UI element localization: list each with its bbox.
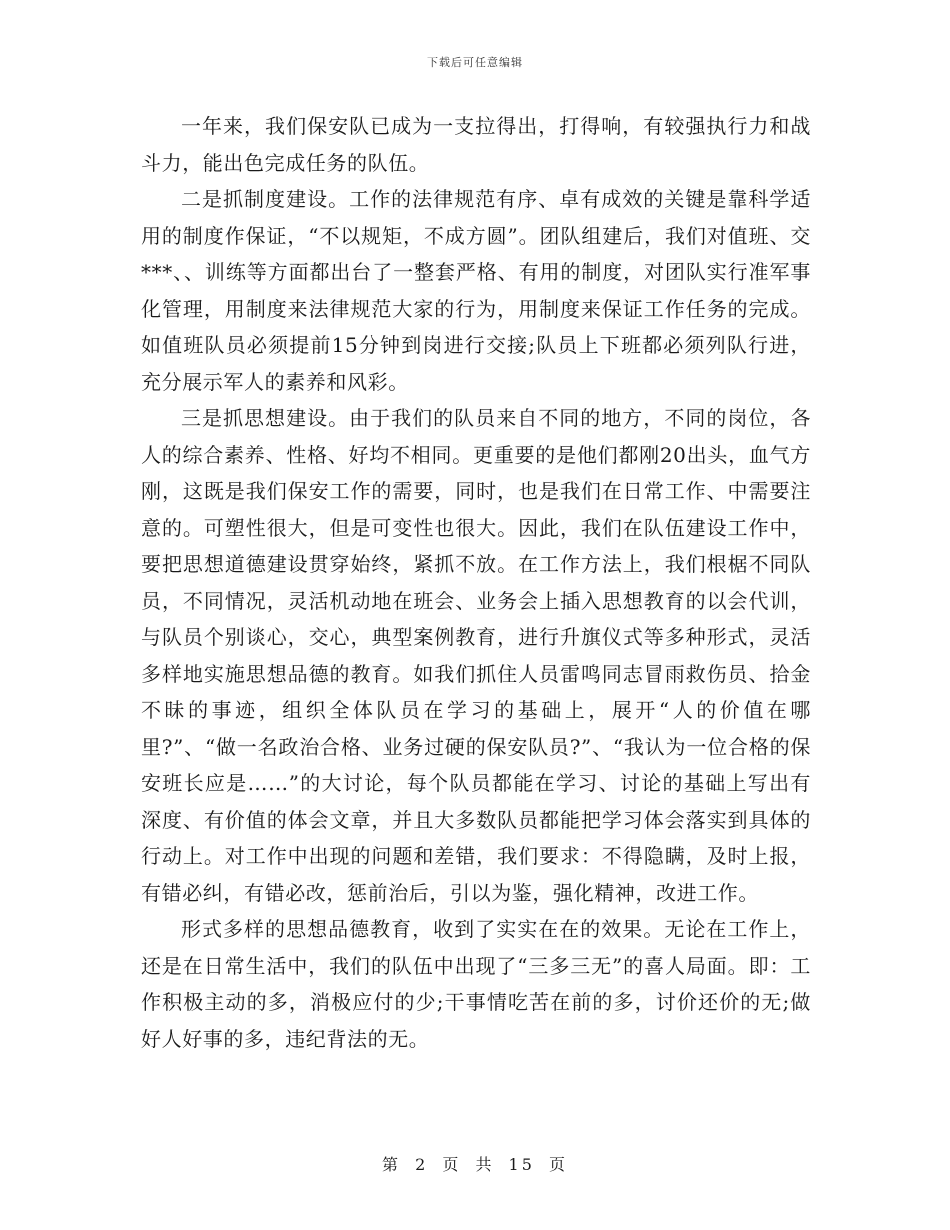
document-body — [141, 108, 811, 1057]
paragraph-summary: 一年来，我们保安队已成为一支拉得出，打得响，有较强执行力和战斗力，能出色完成任务的队伍。 — [141, 114, 811, 175]
page-footer: 第 2 页 共 15 页 — [382, 1155, 568, 1174]
paragraph-ideological-building: 三是抓思想建设。由于我们的队员来自不同的地方，不同的岗位，各人的综合素养、性格、好均不相同。更重要的是他们都刚20出头，血气方刚，这既是我们保安工作的需要，同时，也是我们在日常工作、中需要注意的。可塑性很大，但是可变性也很大。因此，我们在队伍建设工作中，要把思想道德建设贯穿始终，紧抓不放。在工作方法上，我们根椐不同队员，不同情况，灵活机动地在班会、业务会上插入思想教育的以会代训，与队员个别谈心，交心，典型案例教育，进行升旗仪式等多种形式，灵活多样地实施思想品德的教育。如我们抓住人员雷鸣同志冒雨救伤员、拾金不昧的事迹，组织全体队员在学习的基础上，展开“人的价值在哪里?”、“做一名政治合格、业务过硬的保安队员?”、“我认为一位合格的保安班长应是……”的大讨论，每个队员都能在学习、讨论的基础上写出有深度、有价值的体会文章，并且大多数队员都能把学习体会落实到具体的行动上。对工作中出现的问题和差错，我们要求：不得隐瞒，及时上报，有错必纠，有错必改，惩前治后，引以为鉴，强化精神，改进工作。 — [141, 406, 811, 905]
paragraph-system-building: 二是抓制度建设。工作的法律规范有序、卓有成效的关键是靠科学适用的制度作保证，“不以规矩，不成方圆”。团队组建后，我们对值班、交***、、训练等方面都出台了一整套严格、有用的制度，对团队实行准军事化管理，用制度来法律规范大家的行为，用制度来保证工作任务的完成。如值班队员必须提前15分钟到岗进行交接;队员上下班都必须列队行进，充分展示军人的素养和风彩。 — [141, 187, 811, 394]
paragraph-results: 形式多样的思想品德教育，收到了实实在在的效果。无论在工作上，还是在日常生活中，我们的队伍中出现了“三多三无”的喜人局面。即：工作积极主动的多，消极应付的少;干事情吃苦在前的多，讨价还价的无;做好人好事的多，违纪背法的无。 — [141, 917, 811, 1051]
page-header: 下载后可任意编辑 — [427, 56, 523, 69]
